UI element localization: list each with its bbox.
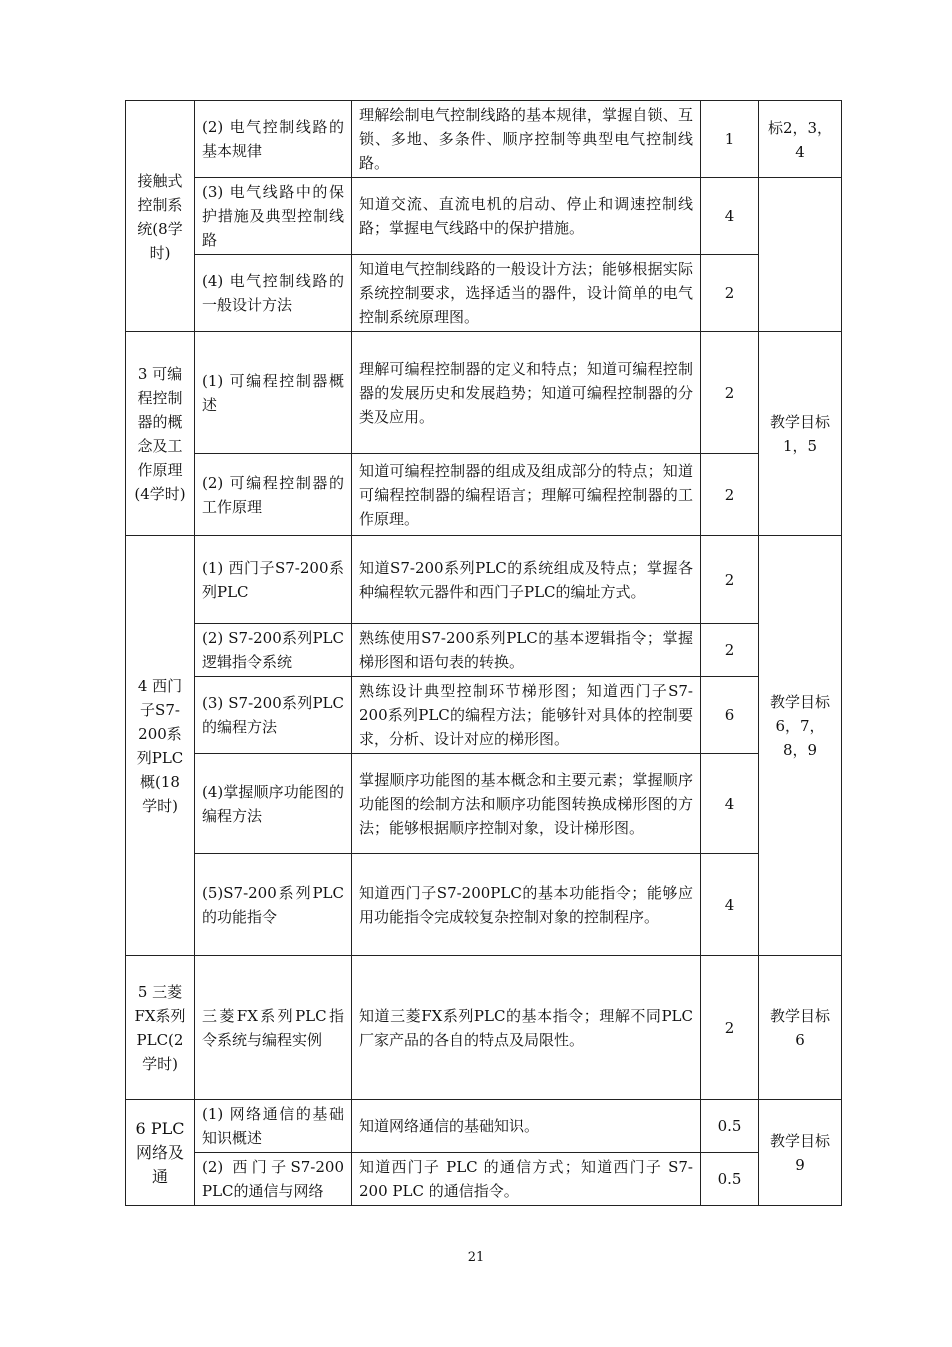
goal-cell-empty (759, 178, 842, 332)
topic-cell: (4) 电气控制线路的一般设计方法 (195, 255, 352, 332)
table-row (126, 677, 842, 754)
goal-text: 标2，3，4 (767, 119, 833, 161)
hours-cell: 0.5 (701, 1153, 759, 1206)
goal-cell: 教学目标6 (759, 956, 842, 1100)
table-row (126, 624, 842, 677)
table-row (126, 956, 842, 1100)
hours-cell: 4 (701, 178, 759, 255)
hours-cell: 6 (701, 677, 759, 754)
requirement-cell: 知道可编程控制器的组成及组成部分的特点；知道可编程控制器的编程语言；理解可编程控制器的工作原理。 (352, 454, 701, 536)
requirement-cell: 掌握顺序功能图的基本概念和主要元素；掌握顺序功能图的绘制方法和顺序功能图转换成梯形图的方法；能够根据顺序控制对象，设计梯形图。 (352, 754, 701, 854)
requirement-cell: 知道交流、直流电机的启动、停止和调速控制线路；掌握电气线路中的保护措施。 (352, 178, 701, 255)
requirement-cell: 熟练设计典型控制环节梯形图；知道西门子S7-200系列PLC的编程方法；能够针对具体的控制要求，分析、设计对应的梯形图。 (352, 677, 701, 754)
unit-cell (126, 101, 195, 332)
requirement-cell: 理解绘制电气控制线路的基本规律，掌握自锁、互锁、多地、多条件、顺序控制等典型电气控制线路。 (352, 101, 701, 178)
hours-cell: 2 (701, 332, 759, 454)
topic-cell: (4)掌握顺序功能图的编程方法 (195, 754, 352, 854)
hours-cell: 2 (701, 536, 759, 624)
requirement-cell: 知道网络通信的基础知识。 (352, 1100, 701, 1153)
topic-cell: 三菱FX系列PLC指令系统与编程实例 (195, 956, 352, 1100)
table-row (126, 1100, 842, 1153)
hours-cell: 2 (701, 255, 759, 332)
table-row (126, 1153, 842, 1206)
goal-cell: 教学目标1，5 (759, 332, 842, 536)
unit-text: 接触式控制系统(8学时) (137, 172, 183, 262)
hours-cell: 4 (701, 754, 759, 854)
page-number: 21 (467, 1250, 485, 1265)
unit-cell: 6 PLC网络及通 (126, 1100, 195, 1206)
table-row (126, 332, 842, 454)
requirement-cell: 知道西门子S7-200PLC的基本功能指令；能够应用功能指令完成较复杂控制对象的控制程序。 (352, 854, 701, 956)
goal-cell: 教学目标9 (759, 1100, 842, 1206)
table-row (126, 454, 842, 536)
goal-cell (759, 101, 842, 178)
requirement-cell: 理解可编程控制器的定义和特点；知道可编程控制器的发展历史和发展趋势；知道可编程控制器的分类及应用。 (352, 332, 701, 454)
hours-cell: 2 (701, 624, 759, 677)
hours-cell: 2 (701, 956, 759, 1100)
topic-cell: (5)S7-200系列PLC的功能指令 (195, 854, 352, 956)
hours-cell: 1 (701, 101, 759, 178)
hours-cell: 0.5 (701, 1100, 759, 1153)
topic-cell: (2) 电气控制线路的基本规律 (195, 101, 352, 178)
topic-cell: (2) 西门子S7-200 PLC的通信与网络 (195, 1153, 352, 1206)
requirement-cell: 知道西门子 PLC 的通信方式；知道西门子 S7-200 PLC 的通信指令。 (352, 1153, 701, 1206)
hours-cell: 2 (701, 454, 759, 536)
table-row (126, 754, 842, 854)
topic-cell: (3) 电气线路中的保护措施及典型控制线路 (195, 178, 352, 255)
requirement-cell: 知道三菱FX系列PLC的基本指令；理解不同PLC厂家产品的各自的特点及局限性。 (352, 956, 701, 1100)
requirement-cell: 知道S7-200系列PLC的系统组成及特点；掌握各种编程软元器件和西门子PLC的编址方式。 (352, 536, 701, 624)
goal-cell (759, 536, 842, 956)
topic-cell: (3) S7-200系列PLC的编程方法 (195, 677, 352, 754)
requirement-cell: 熟练使用S7-200系列PLC的基本逻辑指令；掌握梯形图和语句表的转换。 (352, 624, 701, 677)
topic-cell: (2) 可编程控制器的工作原理 (195, 454, 352, 536)
unit-cell: 3 可编程控制器的概念及工作原理(4学时) (126, 332, 195, 536)
topic-cell: (1) 西门子S7-200系列PLC (195, 536, 352, 624)
table-row (126, 178, 842, 255)
table-row (126, 536, 842, 624)
unit-cell: 4 西门子S7-200系列PLC概(18学时) (126, 536, 195, 956)
hours-cell: 4 (701, 854, 759, 956)
topic-cell: (1) 可编程控制器概述 (195, 332, 352, 454)
table-row (126, 101, 842, 178)
requirement-cell: 知道电气控制线路的一般设计方法；能够根据实际系统控制要求，选择适当的器件，设计简单的电气控制系统原理图。 (352, 255, 701, 332)
unit-cell: 5 三菱FX系列PLC(2学时) (126, 956, 195, 1100)
topic-cell: (2) S7-200系列PLC逻辑指令系统 (195, 624, 352, 677)
course-content-table (125, 100, 842, 1206)
topic-cell: (1) 网络通信的基础知识概述 (195, 1100, 352, 1153)
table-row (126, 255, 842, 332)
goal-text: 教学目标6，7，8，9 (769, 693, 830, 759)
table-row (126, 854, 842, 956)
